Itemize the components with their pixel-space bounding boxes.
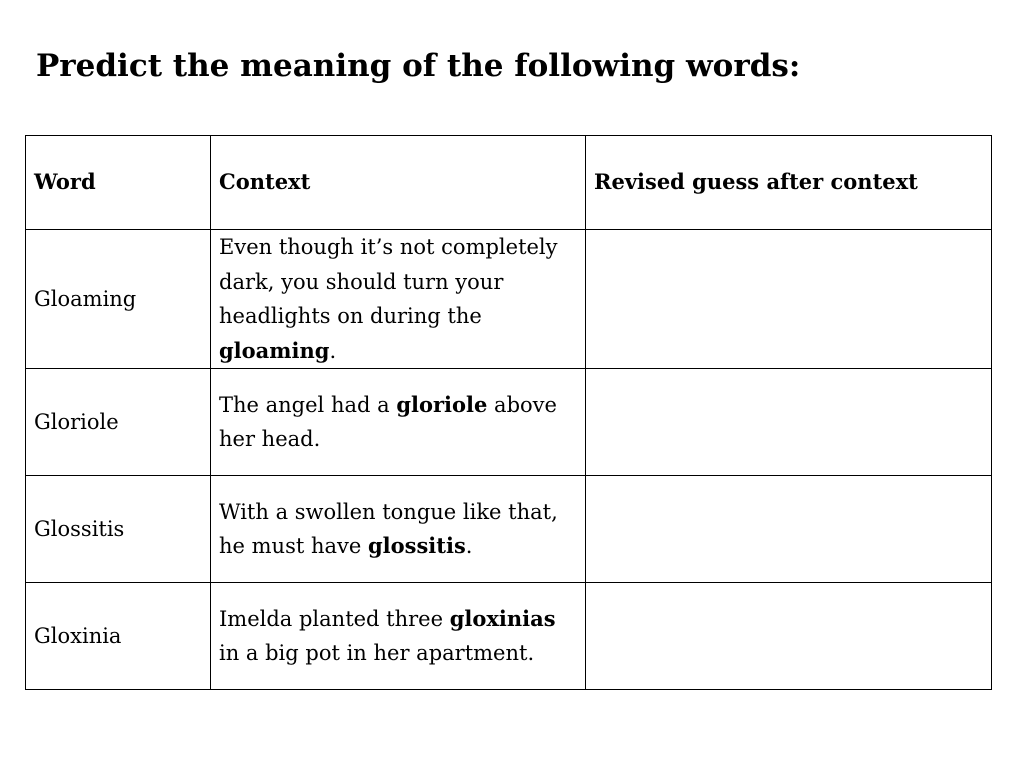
context-cell <box>211 583 586 690</box>
table-row <box>26 476 992 583</box>
header-revised-guess: Revised guess after context <box>586 136 992 230</box>
context-cell <box>211 369 586 476</box>
context-text: With a swollen tongue like that, he must have <box>219 499 558 558</box>
context-text-end: . <box>465 534 473 558</box>
context-cell <box>211 230 586 369</box>
context-term: gloaming <box>219 337 330 363</box>
context-text-end: in a big pot in her apartment. <box>219 641 535 665</box>
context-term: gloxinias <box>449 605 556 631</box>
page-title: Predict the meaning of the following words: <box>36 48 801 84</box>
revised-guess-cell[interactable] <box>586 583 992 690</box>
table-row <box>26 230 992 369</box>
word-cell: Gloriole <box>26 369 211 476</box>
vocabulary-table <box>25 135 992 690</box>
context-cell <box>211 476 586 583</box>
header-context: Context <box>211 136 586 230</box>
revised-guess-cell[interactable] <box>586 369 992 476</box>
context-text: Imelda planted three <box>219 606 450 631</box>
word-cell: Glossitis <box>26 476 211 583</box>
revised-guess-cell[interactable] <box>586 230 992 369</box>
context-text-end: . <box>329 338 337 363</box>
context-text: The angel had a <box>219 392 397 417</box>
word-cell: Gloaming <box>26 230 211 369</box>
context-term: gloriole <box>396 391 488 417</box>
header-word: Word <box>26 136 211 230</box>
word-cell: Gloxinia <box>26 583 211 690</box>
context-text-end: above her head. <box>219 392 557 451</box>
revised-guess-cell[interactable] <box>586 476 992 583</box>
context-term: glossitis <box>367 533 466 558</box>
context-text: Even though it’s not completely dark, you should turn your headlights on during the <box>219 235 558 328</box>
table-row <box>26 369 992 476</box>
table-row <box>26 583 992 690</box>
table-header-row <box>26 136 992 230</box>
